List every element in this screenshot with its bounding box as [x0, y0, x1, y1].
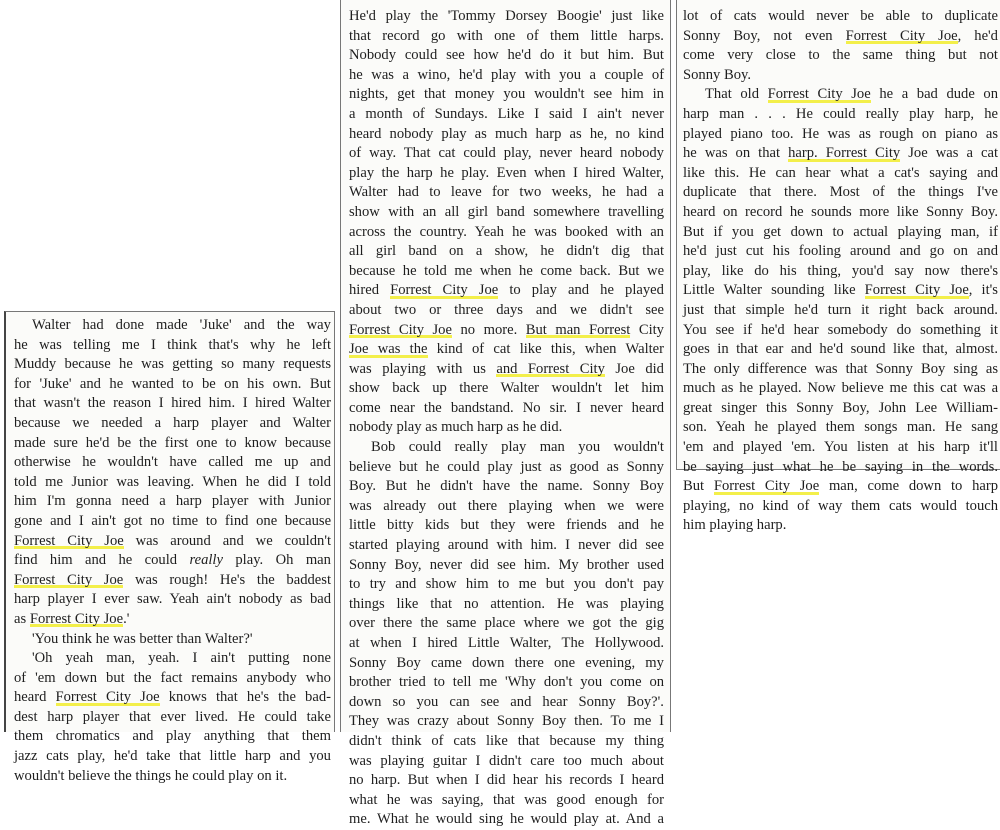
- article-column-2: [340, 0, 671, 828]
- text-line: heard nobody play as much harp as he, no kind: [349, 125, 665, 142]
- text-line: find him and he could really play. Oh man: [14, 552, 331, 569]
- text-line: he was telling me I think that's why he left: [14, 336, 332, 353]
- text-line: show with an all girl band somewhere travelling: [349, 203, 665, 220]
- text-line: show back up there Walter wouldn't let him: [349, 380, 665, 397]
- highlighted-name: Forrest City Joe: [14, 571, 124, 588]
- highlighted-name: Forrest City Joe: [845, 27, 958, 44]
- text-line: little bitty kids but they were friends and he: [349, 517, 665, 534]
- text-line: Walter had done made 'Juke' and the way: [32, 317, 331, 333]
- text-line: harp man . . . He could really play harp, he: [683, 105, 998, 122]
- text-line: Little Walter sounding like Forrest City Joe, it's: [683, 282, 998, 299]
- text-line: over there the same place where we got the gig: [349, 615, 664, 632]
- highlighted-name: Forrest City Joe: [390, 282, 499, 299]
- text-line: Sonny Boy, not even Forrest City Joe, he'd: [683, 27, 998, 44]
- text-line: come very close to the same thing but not: [683, 47, 998, 64]
- highlighted-name: and Forrest City: [496, 360, 605, 377]
- text-line: Sonny Boy came down there one evening, my: [349, 654, 664, 671]
- text-line: That old Forrest City Joe he a bad dude on: [705, 86, 998, 103]
- text-line: Walter had to leave for two weeks, he had a: [349, 184, 664, 201]
- text-line: things like that no attention. He was playing: [349, 595, 664, 612]
- text-line: nights, get that money you wouldn't see him in: [349, 86, 664, 103]
- text-line: Boy. But he didn't have the name. Sonny Boy: [349, 478, 664, 495]
- text-line: gone and I ain't got no time to find one because: [14, 512, 332, 529]
- text-line: much as he played. Now believe me this cat was a: [683, 380, 999, 397]
- text-line: down so you can see and hear Sonny Boy?'.: [349, 693, 664, 710]
- text-line: didn't think of cats like that because my thing: [349, 732, 665, 749]
- text-line: Sonny Boy, never did see him. My brother used: [349, 556, 664, 573]
- text-line: he was on that harp. Forrest City Joe was a cat: [683, 145, 998, 162]
- text-line: play, like do his thing, you'd say now there's: [683, 262, 999, 279]
- text-line: a month of Sundays. Like I said I ain't never: [349, 105, 665, 122]
- text-line: what he was saying, that was good enough for: [349, 791, 665, 808]
- text-line: 'em and played 'em. You listen at his harp it'll: [683, 439, 998, 456]
- text-line: as Forrest City Joe.': [14, 610, 130, 627]
- article-column-3: [676, 0, 1000, 534]
- text-line: 'You think he was better than Walter?': [32, 630, 253, 647]
- text-line: otherwise he wouldn't have called me up and: [14, 454, 331, 471]
- text-line: Forrest City Joe was rough! He's the baddest: [14, 571, 332, 588]
- text-line: Bob could really play man you wouldn't: [371, 439, 664, 456]
- emphasis-word: really: [189, 552, 223, 569]
- highlighted-name: Joe was the: [349, 341, 428, 358]
- text-line: was already out there playing when we were: [349, 497, 664, 514]
- highlighted-name: Forrest City Joe: [349, 321, 452, 338]
- highlighted-name: Forrest City Joe: [29, 610, 124, 627]
- text-line: of 'em down but the fact remains anybody who: [14, 669, 331, 686]
- text-line: son. Yeah he played them songs man. He sang: [683, 419, 999, 436]
- article-column-1: [4, 311, 335, 784]
- text-line: He'd play the 'Tommy Dorsey Boogie' just like: [349, 8, 664, 24]
- text-line: across the country. Yeah he was booked with an: [349, 223, 664, 240]
- text-line: nobody play as much harp as he did.: [349, 419, 563, 436]
- text-line: because we needed a harp player and Walter: [14, 414, 331, 431]
- text-line: Sonny Boy.: [683, 66, 751, 83]
- text-line: that record go with one of them little harps.: [349, 27, 664, 44]
- highlighted-name: Forrest City Joe: [864, 282, 969, 299]
- text-line: be saying just what he be saying in the words.: [683, 458, 999, 475]
- text-line: like this. He can hear what a cat's saying and: [683, 164, 999, 181]
- text-line: jazz cats play, he'd take that little harp and you: [14, 748, 331, 765]
- text-line: was playing guitar I didn't care too much about: [349, 752, 664, 769]
- text-line: heard on record he sounds more like Sonny Boy.: [683, 203, 998, 220]
- text-line: lot of cats would never be able to duplicate: [683, 8, 999, 24]
- text-line: started playing around with him. I never did see: [349, 537, 664, 554]
- text-line: him I'm gonna need a harp player with Junior: [14, 493, 331, 510]
- text-line: harp player I ever saw. Yeah ain't nobody as bad: [14, 591, 332, 608]
- text-line: at when I hired Little Walter, The Hollywood.: [349, 635, 665, 651]
- text-line: brother tried to tell me 'Why don't you come on: [349, 674, 665, 691]
- text-line: You see if he'd hear somebody do something it: [683, 321, 998, 338]
- text-line: dest harp player that ever lived. He could take: [14, 708, 331, 725]
- text-line: Muddy because he was getting so many requests: [14, 356, 332, 373]
- text-line: was playing with us and Forrest City Joe did: [349, 360, 664, 377]
- text-line: about two or three days and we didn't see: [349, 301, 664, 318]
- text-line: me. What he would sing he would play at. And a: [349, 811, 665, 828]
- text-line: But Forrest City Joe man, come down to harp: [683, 478, 999, 495]
- text-line: that wasn't the reason I hired him. I hired Walter: [14, 395, 331, 412]
- text-line: Forrest City Joe no more. But man Forrest City: [349, 321, 664, 338]
- text-line: because he told me when he come back. But we: [349, 262, 665, 279]
- highlighted-name: Forrest City Joe: [55, 689, 160, 706]
- highlighted-name: Forrest City Joe: [14, 532, 124, 549]
- text-line: They was crazy about Sonny Boy then. To me I: [349, 713, 664, 730]
- text-line: played piano too. He was as rough on piano as: [683, 125, 999, 142]
- text-line: all girl band on a show, he didn't dig that: [349, 243, 665, 260]
- text-line: made sure he'd be the first one to know because: [14, 434, 331, 451]
- text-line: of way. That cat could play, never heard nobody: [349, 145, 664, 162]
- text-line: him playing harp.: [683, 517, 787, 534]
- text-line: Forrest City Joe was around and we couldn't: [14, 532, 332, 549]
- text-line: The only difference was that Sonny Boy sing as: [683, 360, 999, 377]
- text-line: to try and show him to me but you don't pay: [349, 576, 665, 593]
- text-line: believe but he could play just as good as Sonny: [349, 458, 664, 475]
- text-line: hired Forrest City Joe to play and he played: [349, 282, 664, 299]
- text-line: goes in that ear and he'd sound like that, almost.: [683, 341, 999, 358]
- text-line: told me Junior was leaving. When he did I told: [14, 473, 332, 490]
- text-line: come near the bandstand. No sir. I never heard: [349, 399, 665, 416]
- highlighted-name: harp. Forrest City: [788, 145, 901, 162]
- text-line: great singer this Sonny Boy, John Lee William-: [683, 399, 999, 416]
- text-line: Nobody could see how he'd do it but him. But: [349, 47, 664, 64]
- text-line: no harp. But when I did hear his records I heard: [349, 772, 665, 789]
- text-line: 'Oh yeah man, yeah. I ain't putting none: [32, 650, 332, 667]
- text-line: he'd just cut his fooling around and go on and: [683, 243, 998, 260]
- text-line: wouldn't believe the things he could play on it.: [14, 767, 288, 784]
- text-line: play the harp he play. Even when I hired Walter,: [349, 164, 665, 181]
- text-line: playing, no kind of way them cats would touch: [683, 497, 999, 514]
- highlighted-name: Forrest City Joe: [713, 478, 820, 495]
- text-line: just that simple he'd turn it right back around.: [683, 301, 998, 318]
- text-line: them chromatics and play anything that them: [14, 728, 331, 745]
- text-line: But if you get down to actual playing man, if: [683, 223, 998, 240]
- highlighted-name: Forrest City Joe: [767, 86, 871, 103]
- text-line: he was a wino, he'd play with you a couple of: [349, 66, 665, 83]
- text-line: heard Forrest City Joe knows that he's the bad-: [14, 689, 331, 706]
- text-line: Joe was the kind of cat like this, when Walter: [349, 341, 665, 358]
- highlighted-name: But man Forrest: [525, 321, 631, 338]
- text-line: for 'Juke' and he wanted to be on his own. But: [14, 375, 331, 392]
- text-line: duplicate that there. Most of the things I've: [683, 184, 998, 201]
